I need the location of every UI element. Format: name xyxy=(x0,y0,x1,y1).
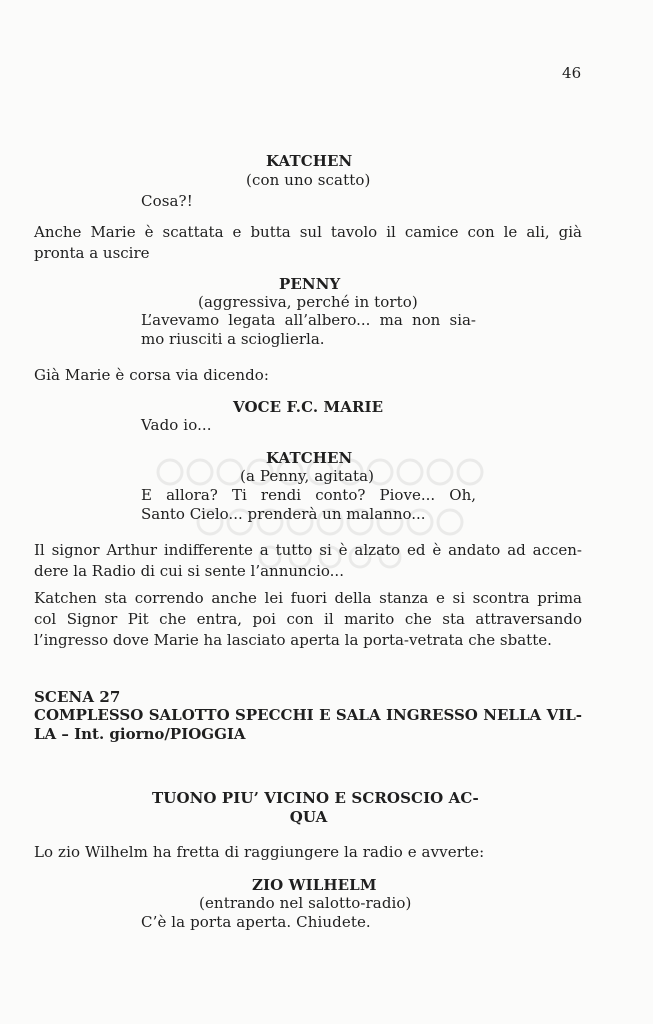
dialogue-line: Santo Cielo... prenderà un malanno... xyxy=(141,505,426,523)
action-line: Il signor Arthur indifferente a tutto si è alzato ed è andato ad accen- xyxy=(34,541,582,559)
stage-direction: (con uno scatto) xyxy=(246,171,371,189)
speaker-zio-wilhelm: ZIO WILHELM xyxy=(252,876,377,894)
action-paragraph xyxy=(34,222,582,264)
sound-cue-line: TUONO PIU’ VICINO E SCROSCIO AC- xyxy=(152,789,479,807)
speaker-katchen: KATCHEN xyxy=(266,152,353,170)
scene-heading-line: LA – Int. giorno/PIOGGIA xyxy=(34,725,246,743)
action-line: Anche Marie è scattata e butta sul tavolo il camice con le ali, già xyxy=(34,223,582,241)
dialogue-line: Vado io... xyxy=(141,416,212,434)
sound-cue-line: QUA xyxy=(289,808,328,826)
action-paragraph: Già Marie è corsa via dicendo: xyxy=(34,366,270,384)
action-paragraph xyxy=(34,540,582,582)
dialogue-line: L’avevamo legata all’albero... ma non sia- xyxy=(141,311,476,329)
sound-cue xyxy=(152,789,479,827)
dialogue-line: C’è la porta aperta. Chiudete. xyxy=(141,913,371,931)
action-line: dere la Radio di cui si sente l’annuncio... xyxy=(34,562,344,580)
action-paragraph xyxy=(34,588,582,651)
speaker-penny: PENNY xyxy=(279,275,341,293)
dialogue-block xyxy=(141,486,476,524)
page-number: 46 xyxy=(562,64,582,82)
dialogue-block xyxy=(141,311,476,349)
stage-direction: (a Penny, agitata) xyxy=(240,467,375,485)
scene-heading-line: COMPLESSO SALOTTO SPECCHI E SALA INGRESSO NELLA VIL- xyxy=(34,706,582,724)
action-paragraph: Lo zio Wilhelm ha fretta di raggiungere la radio e avverte: xyxy=(34,843,485,861)
speaker-katchen: KATCHEN xyxy=(266,449,353,467)
action-line: pronta a uscire xyxy=(34,244,150,262)
scene-heading xyxy=(34,706,582,744)
speaker-voce-marie: VOCE F.C. MARIE xyxy=(233,398,384,416)
stage-direction: (aggressiva, perché in torto) xyxy=(198,293,418,311)
action-line: col Signor Pit che entra, poi con il marito che sta attraversando xyxy=(34,610,582,628)
stage-direction: (entrando nel salotto-radio) xyxy=(199,894,412,912)
scene-number: SCENA 27 xyxy=(34,688,121,706)
action-line: l’ingresso dove Marie ha lasciato aperta la porta-vetrata che sbatte. xyxy=(34,631,552,649)
dialogue-line: E allora? Ti rendi conto? Piove... Oh, xyxy=(141,486,476,504)
dialogue-line: mo riusciti a scioglierla. xyxy=(141,330,325,348)
dialogue-line: Cosa?! xyxy=(141,192,193,210)
action-line: Katchen sta correndo anche lei fuori della stanza e si scontra prima xyxy=(34,589,582,607)
